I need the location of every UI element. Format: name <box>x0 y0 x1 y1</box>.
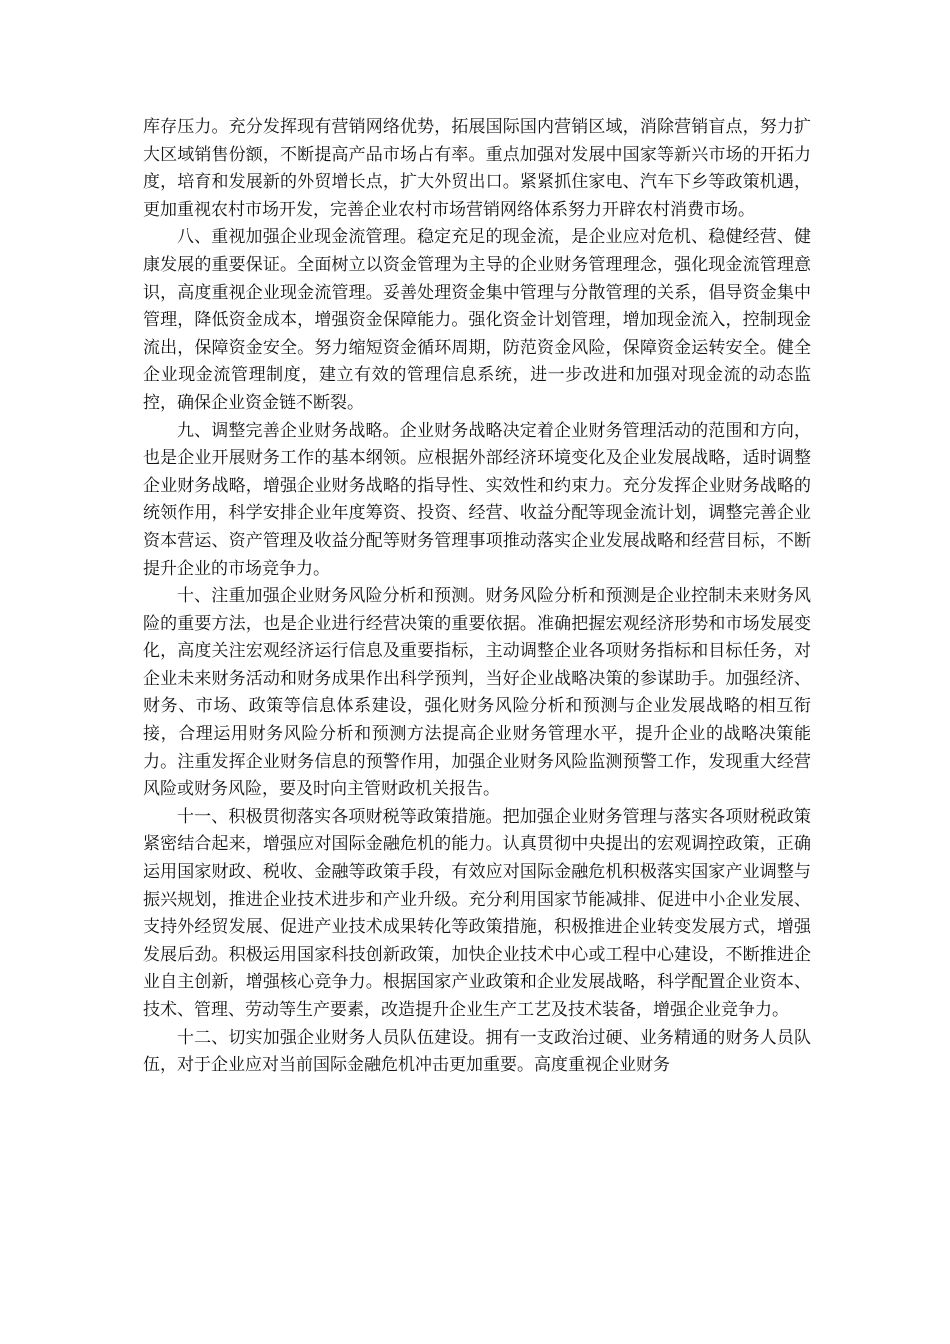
document-body <box>143 114 811 1080</box>
paragraph-section-11-tax-policy: 十一、积极贯彻落实各项财税等政策措施。把加强企业财务管理与落实各项财税政策紧密结合起来，增强应对国际金融危机的能力。认真贯彻中央提出的宏观调控政策，正确运用国家财政、税收、金融等政策手段，有效应对国际金融危机积极落实国家产业调整与振兴规划，推进企业技术进步和产业升级。充分利用国家节能减排、促进中小企业发展、支持外经贸发展、促进产业技术成果转化等政策措施，积极推进企业转变发展方式，增强发展后劲。积极运用国家科技创新政策，加快企业技术中心或工程中心建设，不断推进企业自主创新，增强核心竞争力。根据国家产业政策和企业发展战略，科学配置企业资本、技术、管理、劳动等生产要素，改造提升企业生产工艺及技术装备，增强企业竞争力。 <box>143 806 811 1020</box>
paragraph-section-8-cash-flow: 八、重视加强企业现金流管理。稳定充足的现金流，是企业应对危机、稳健经营、健康发展的重要保证。全面树立以资金管理为主导的企业财务管理理念，强化现金流管理意识，高度重视企业现金流管理。妥善处理资金集中管理与分散管理的关系，倡导资金集中管理，降低资金成本，增强资金保障能力。强化资金计划管理，增加现金流入，控制现金流出，保障资金安全。努力缩短资金循环周期，防范资金风险，保障资金运转安全。健全企业现金流管理制度，建立有效的管理信息系统，进一步改进和加强对现金流的动态监控，确保企业资金链不断裂。 <box>143 227 811 413</box>
paragraph-section-9-financial-strategy: 九、调整完善企业财务战略。企业财务战略决定着企业财务管理活动的范围和方向，也是企业开展财务工作的基本纲领。应根据外部经济环境变化及企业发展战略，适时调整企业财务战略，增强企业财务战略的指导性、实效性和约束力。充分发挥企业财务战略的统领作用，科学安排企业年度筹资、投资、经营、收益分配等现金流计划，调整完善企业资本营运、资产管理及收益分配等财务管理事项推动落实企业发展战略和经营目标，不断提升企业的市场竞争力。 <box>143 420 811 579</box>
paragraph-marketing-continued: 库存压力。充分发挥现有营销网络优势，拓展国际国内营销区域，消除营销盲点，努力扩大区域销售份额，不断提高产品市场占有率。重点加强对发展中国家等新兴市场的开拓力度，培育和发展新的外贸增长点，扩大外贸出口。紧紧抓住家电、汽车下乡等政策机遇，更加重视农村市场开发，完善企业农村市场营销网络体系努力开辟农村消费市场。 <box>143 117 811 220</box>
paragraph-section-10-risk-analysis: 十、注重加强企业财务风险分析和预测。财务风险分析和预测是企业控制未来财务风险的重要方法，也是企业进行经营决策的重要依据。准确把握宏观经济形势和市场发展变化，高度关注宏观经济运行信息及重要指标，主动调整企业各项财务指标和目标任务，对企业未来财务活动和财务成果作出科学预判，当好企业战略决策的参谋助手。加强经济、财务、市场、政策等信息体系建设，强化财务风险分析和预测与企业发展战略的相互衔接，合理运用财务风险分析和预测方法提高企业财务管理水平，提升企业的战略决策能力。注重发挥企业财务信息的预警作用，加强企业财务风险监测预警工作，发现重大经营风险或财务风险，要及时向主管财政机关报告。 <box>143 586 811 800</box>
paragraph-section-12-staff-building: 十二、切实加强企业财务人员队伍建设。拥有一支政治过硬、业务精通的财务人员队伍，对于企业应对当前国际金融危机冲击更加重要。高度重视企业财务 <box>143 1027 811 1076</box>
